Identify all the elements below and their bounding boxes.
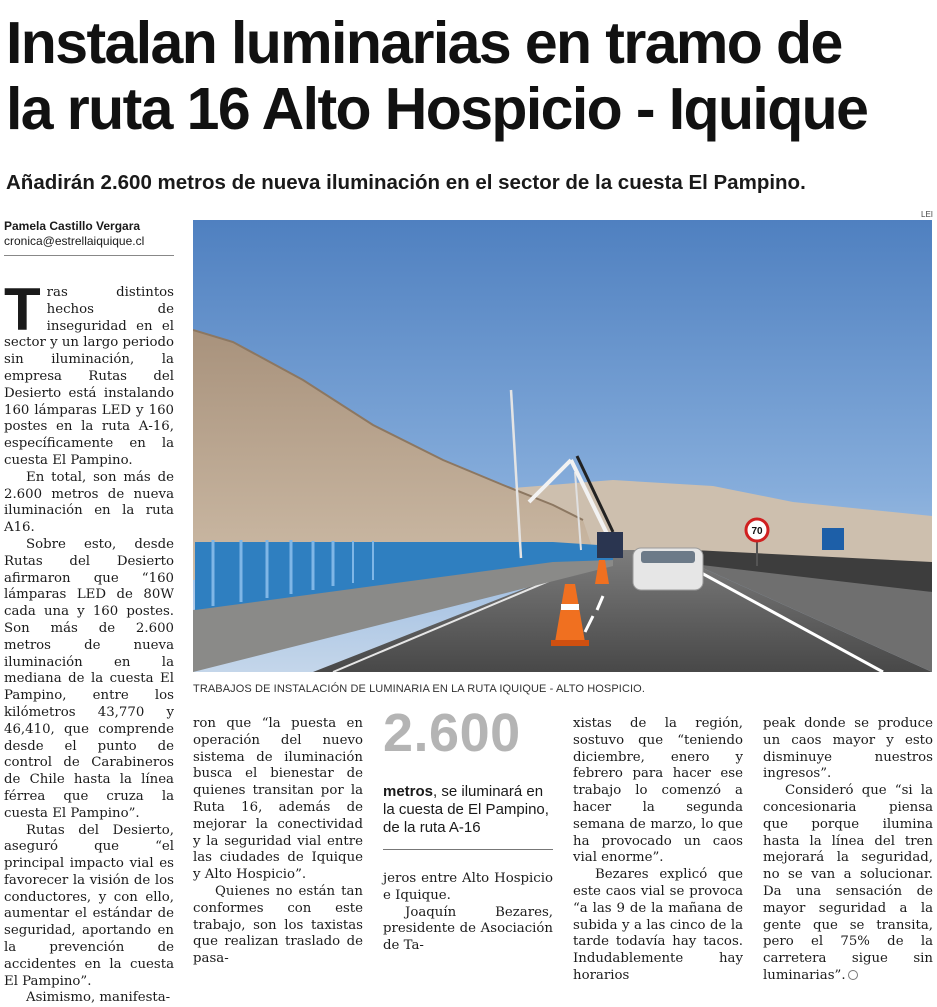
paragraph: Asimismo, manifesta- [26,990,171,1006]
paragraph: jeros entre Alto Hospicio e Iquique. [383,871,553,903]
paragraph-text: Consideró que “si la concesionaria piensa que porque ilumina hasta la línea del tren mejorará la seguridad, no se van a solucionar. Da una sensación de mayor seguridad a la gente que se transita, pero el 75% de la carretera sigue sin luminarias”. [763,783,933,983]
headline [6,10,931,142]
paragraph: xistas de la región, sostuvo que “teniendo diciembre, enero y febrero para hacer ese trabajo lo comenzó a hacer la segunda semana de marzo, lo que ha provocado un caos vial enorme”. [573,716,743,866]
end-of-article-icon [848,970,858,980]
headline-line-1: Instalan luminarias en tramo de [6,10,842,76]
paragraph: Quienes no están tan conformes con este trabajo, son los taxistas que realizan traslado de pasa- [193,883,363,967]
column-1 [4,276,174,1007]
column-5 [763,716,933,985]
highlight-number: 2.600 [383,703,521,763]
drop-cap: T [4,276,41,343]
highlight-bold: metros [383,783,434,800]
highlight-text [383,783,553,850]
paragraph: ron que “la puesta en operación del nuevo sistema de iluminación busca el bienestar de quienes transitan por la Ruta 16, además de mejorar la conectividad y la seguridad vial entre las ciudades de Iquique y Alto Hospicio”. [193,716,363,883]
author-email: cronica@estrellaiquique.cl [4,234,145,248]
photo-car-window [641,551,695,563]
subheadline: Añadirán 2.600 metros de nueva iluminación en el sector de la cuesta El Pampino. [6,171,806,194]
paragraph: Rutas del Desierto, aseguró que “el principal impacto vial es favorecer la visión de los conductores, y con ello, aumentar el estándar de seguridad, aportando en la prevención de accidentes en la cuesta El Pampino”. [4,822,174,989]
photo-credit: LEI [921,210,934,219]
paragraph: Bezares explicó que este caos vial se provoca “a las 9 de la mañana de subida y a las cinco de la tarde todavía hay tacos. Indudablemente hay horarios [573,867,743,983]
column-3 [383,871,553,955]
paragraph: Joaquín Bezares, presidente de Asociación de Ta- [383,904,553,954]
byline [4,219,174,256]
photo-km-sign [822,528,844,550]
photo-cone-base [551,640,589,646]
paragraph: En total, son más de 2.600 metros de nueva iluminación en la ruta A16. [4,469,174,536]
headline-line-2: la ruta 16 Alto Hospicio - Iquique [6,76,868,142]
photo-truck [597,532,623,558]
paragraph: peak donde se produce un caos mayor y esto disminuye nuestros ingresos”. [763,716,933,782]
photo-speed-sign-text: 70 [751,526,763,537]
author-name: Pamela Castillo Vergara [4,219,141,233]
highlight-rest: , se iluminará en la cuesta de El Pampino, de la ruta A-16 [383,783,549,836]
paragraph: Sobre esto, desde Rutas del Desierto afirmaron que “160 lámparas LED de 80W cada una y 160 postes. Son más de 2.600 metros de nueva iluminación en la mediana de la cuesta El Pampino, entre los kilómetros 43,770 y 46,410, que comprende desde el punto de control de Carabineros de Chile hasta la línea férrea que cruza la cuesta El Pampino”. [4,536,174,821]
paragraph-text: ras distintos hechos de inseguridad en el sector y un largo periodo sin iluminación, la empresa Rutas del Desierto está instalando 160 lámparas LED y 160 postes en la ruta A-16, específicamente en la cuesta El Pampino. [4,285,174,468]
column-2 [193,716,363,968]
article-photo [193,220,932,672]
column-4 [573,716,743,985]
photo-cone-stripe [561,604,579,610]
photo-caption: TRABAJOS DE INSTALACIÓN DE LUMINARIA EN LA RUTA IQUIQUE - ALTO HOSPICIO. [193,683,645,695]
paragraph [4,276,174,470]
paragraph [763,783,933,985]
